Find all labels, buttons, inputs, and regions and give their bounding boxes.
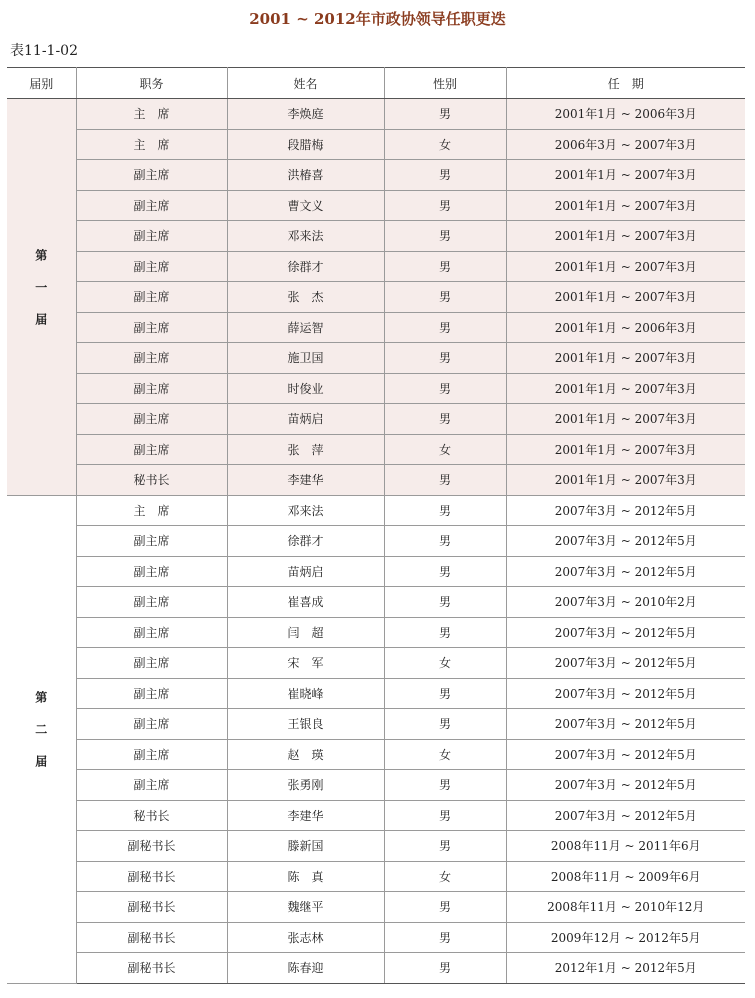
gender-cell: 男 (384, 526, 506, 557)
header-session: 届别 (7, 68, 76, 99)
gender-cell: 男 (384, 373, 506, 404)
gender-cell: 女 (384, 648, 506, 679)
position-cell: 副秘书长 (76, 831, 227, 862)
position-cell: 副主席 (76, 434, 227, 465)
gender-cell: 男 (384, 556, 506, 587)
gender-cell: 女 (384, 434, 506, 465)
table-row (7, 526, 745, 557)
gender-cell: 男 (384, 678, 506, 709)
table-row (7, 953, 745, 984)
gender-cell: 男 (384, 99, 506, 130)
gender-cell: 男 (384, 343, 506, 374)
name-cell: 徐群才 (227, 526, 384, 557)
gender-cell: 男 (384, 709, 506, 740)
term-cell: 2001年1月 ~ 2007年3月 (506, 373, 745, 404)
gender-cell: 女 (384, 861, 506, 892)
table-row (7, 648, 745, 679)
name-cell: 魏继平 (227, 892, 384, 923)
term-cell: 2007年3月 ~ 2012年5月 (506, 678, 745, 709)
name-cell: 闫 超 (227, 617, 384, 648)
gender-cell: 男 (384, 251, 506, 282)
table-row (7, 831, 745, 862)
name-cell: 李焕庭 (227, 99, 384, 130)
position-cell: 副主席 (76, 526, 227, 557)
name-cell: 徐群才 (227, 251, 384, 282)
term-cell: 2009年12月 ~ 2012年5月 (506, 922, 745, 953)
table-row (7, 190, 745, 221)
table-row (7, 617, 745, 648)
header-gender: 性别 (384, 68, 506, 99)
term-cell: 2008年11月 ~ 2009年6月 (506, 861, 745, 892)
position-cell: 副主席 (76, 312, 227, 343)
position-cell: 副主席 (76, 678, 227, 709)
name-cell: 李建华 (227, 465, 384, 496)
position-cell: 主 席 (76, 129, 227, 160)
name-cell: 王银良 (227, 709, 384, 740)
term-cell: 2007年3月 ~ 2012年5月 (506, 556, 745, 587)
term-cell: 2007年3月 ~ 2012年5月 (506, 617, 745, 648)
name-cell: 曹文义 (227, 190, 384, 221)
name-cell: 时俊业 (227, 373, 384, 404)
name-cell: 陈 真 (227, 861, 384, 892)
position-cell: 副秘书长 (76, 892, 227, 923)
session-label: 第一届 (7, 99, 76, 496)
position-cell: 秘书长 (76, 800, 227, 831)
position-cell: 副主席 (76, 221, 227, 252)
page-title: 2001 ~ 2012年市政协领导任职更迭 (249, 10, 506, 28)
gender-cell: 男 (384, 892, 506, 923)
term-cell: 2006年3月 ~ 2007年3月 (506, 129, 745, 160)
position-cell: 副主席 (76, 251, 227, 282)
table-row (7, 556, 745, 587)
name-cell: 薛运智 (227, 312, 384, 343)
table-row (7, 495, 745, 526)
name-cell: 崔喜成 (227, 587, 384, 618)
position-cell: 副主席 (76, 587, 227, 618)
term-cell: 2001年1月 ~ 2007年3月 (506, 190, 745, 221)
table-row (7, 160, 745, 191)
term-cell: 2001年1月 ~ 2006年3月 (506, 99, 745, 130)
gender-cell: 男 (384, 831, 506, 862)
name-cell: 洪椿喜 (227, 160, 384, 191)
table-row (7, 312, 745, 343)
table-row (7, 800, 745, 831)
table-row (7, 221, 745, 252)
position-cell: 秘书长 (76, 465, 227, 496)
gender-cell: 男 (384, 617, 506, 648)
gender-cell: 男 (384, 587, 506, 618)
header-row (7, 68, 745, 99)
gender-cell: 男 (384, 465, 506, 496)
term-cell: 2007年3月 ~ 2012年5月 (506, 526, 745, 557)
name-cell: 段腊梅 (227, 129, 384, 160)
name-cell: 宋 军 (227, 648, 384, 679)
term-cell: 2001年1月 ~ 2007年3月 (506, 221, 745, 252)
term-cell: 2007年3月 ~ 2010年2月 (506, 587, 745, 618)
term-cell: 2001年1月 ~ 2007年3月 (506, 160, 745, 191)
position-cell: 副主席 (76, 739, 227, 770)
term-cell: 2007年3月 ~ 2012年5月 (506, 709, 745, 740)
gender-cell: 男 (384, 312, 506, 343)
session-2-group (7, 495, 745, 983)
name-cell: 崔晓峰 (227, 678, 384, 709)
session-label: 第二届 (7, 495, 76, 983)
table-row (7, 587, 745, 618)
term-cell: 2001年1月 ~ 2007年3月 (506, 465, 745, 496)
position-cell: 副主席 (76, 343, 227, 374)
term-cell: 2001年1月 ~ 2007年3月 (506, 434, 745, 465)
table-row (7, 99, 745, 130)
term-cell: 2001年1月 ~ 2007年3月 (506, 251, 745, 282)
table-row (7, 251, 745, 282)
term-cell: 2012年1月 ~ 2012年5月 (506, 953, 745, 984)
position-cell: 主 席 (76, 495, 227, 526)
table-row (7, 770, 745, 801)
table-row (7, 678, 745, 709)
gender-cell: 女 (384, 739, 506, 770)
table-row (7, 465, 745, 496)
term-cell: 2001年1月 ~ 2007年3月 (506, 404, 745, 435)
position-cell: 副主席 (76, 404, 227, 435)
name-cell: 邓来法 (227, 495, 384, 526)
term-cell: 2008年11月 ~ 2011年6月 (506, 831, 745, 862)
term-cell: 2007年3月 ~ 2012年5月 (506, 648, 745, 679)
name-cell: 邓来法 (227, 221, 384, 252)
table-row (7, 861, 745, 892)
position-cell: 副主席 (76, 770, 227, 801)
name-cell: 张 杰 (227, 282, 384, 313)
table-row (7, 709, 745, 740)
table-row (7, 373, 745, 404)
position-cell: 副主席 (76, 190, 227, 221)
term-cell: 2001年1月 ~ 2006年3月 (506, 312, 745, 343)
gender-cell: 男 (384, 953, 506, 984)
position-cell: 副主席 (76, 648, 227, 679)
header-position: 职务 (76, 68, 227, 99)
term-cell: 2007年3月 ~ 2012年5月 (506, 495, 745, 526)
position-cell: 副秘书长 (76, 953, 227, 984)
position-cell: 副主席 (76, 282, 227, 313)
term-cell: 2001年1月 ~ 2007年3月 (506, 282, 745, 313)
gender-cell: 男 (384, 282, 506, 313)
gender-cell: 男 (384, 770, 506, 801)
name-cell: 张勇刚 (227, 770, 384, 801)
name-cell: 陈春迎 (227, 953, 384, 984)
header-term: 任 期 (506, 68, 745, 99)
position-cell: 副主席 (76, 617, 227, 648)
position-cell: 副主席 (76, 709, 227, 740)
name-cell: 李建华 (227, 800, 384, 831)
gender-cell: 男 (384, 190, 506, 221)
table-code: 表11-1-02 (10, 43, 78, 59)
table-row (7, 129, 745, 160)
term-cell: 2007年3月 ~ 2012年5月 (506, 770, 745, 801)
name-cell: 滕新国 (227, 831, 384, 862)
term-cell: 2007年3月 ~ 2012年5月 (506, 739, 745, 770)
gender-cell: 女 (384, 129, 506, 160)
term-cell: 2008年11月 ~ 2010年12月 (506, 892, 745, 923)
gender-cell: 男 (384, 495, 506, 526)
name-cell: 苗炳启 (227, 404, 384, 435)
table-row (7, 922, 745, 953)
table-row (7, 404, 745, 435)
name-cell: 施卫国 (227, 343, 384, 374)
position-cell: 副秘书长 (76, 861, 227, 892)
term-cell: 2001年1月 ~ 2007年3月 (506, 343, 745, 374)
gender-cell: 男 (384, 404, 506, 435)
gender-cell: 男 (384, 221, 506, 252)
gender-cell: 男 (384, 800, 506, 831)
gender-cell: 男 (384, 922, 506, 953)
position-cell: 副主席 (76, 160, 227, 191)
gender-cell: 男 (384, 160, 506, 191)
position-cell: 副秘书长 (76, 922, 227, 953)
table-row (7, 892, 745, 923)
term-cell: 2007年3月 ~ 2012年5月 (506, 800, 745, 831)
leadership-table (7, 67, 745, 984)
position-cell: 主 席 (76, 99, 227, 130)
position-cell: 副主席 (76, 373, 227, 404)
name-cell: 赵 瑛 (227, 739, 384, 770)
name-cell: 张志林 (227, 922, 384, 953)
table-row (7, 343, 745, 374)
table-row (7, 282, 745, 313)
position-cell: 副主席 (76, 556, 227, 587)
table-row (7, 739, 745, 770)
name-cell: 张 萍 (227, 434, 384, 465)
session-1-group (7, 99, 745, 496)
name-cell: 苗炳启 (227, 556, 384, 587)
table-row (7, 434, 745, 465)
header-name: 姓名 (227, 68, 384, 99)
